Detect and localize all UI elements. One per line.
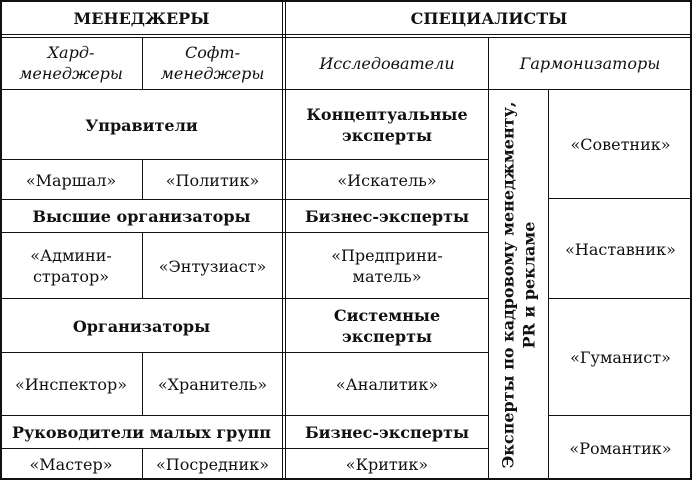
- role-keeper: «Хранитель»: [157, 375, 268, 394]
- role-mediator: «Посредник»: [155, 455, 269, 474]
- group-managers-3: Организаторы: [72, 316, 211, 336]
- role-analyst: «Аналитик»: [335, 375, 439, 394]
- managers-header: МЕНЕДЖЕРЫ: [73, 8, 210, 28]
- sub-div-right: [488, 37, 489, 90]
- vertical-line2: PR и рекламе: [519, 221, 539, 349]
- group-managers-1: Управители: [85, 115, 198, 135]
- group-specialists-4: Бизнес-эксперты: [304, 423, 470, 442]
- role-advisor: «Советник»: [570, 135, 671, 154]
- admin-line2: стратор»: [32, 267, 110, 286]
- right-line-2: [548, 298, 692, 299]
- group-specialists-3: [286, 299, 488, 353]
- role-marshal: «Маршал»: [25, 170, 117, 190]
- role-master: «Мастер»: [29, 455, 113, 474]
- vertical-text: [498, 102, 540, 469]
- row-line-7: [0, 448, 488, 449]
- divider-b: [285, 0, 286, 480]
- ent-line1: «Предприни-: [331, 246, 443, 265]
- role-romantic: «Романтик»: [569, 438, 672, 458]
- row-line-3: [0, 232, 488, 233]
- g1-line1: Концептуальные: [306, 105, 468, 124]
- g3-line2: эксперты: [341, 327, 433, 346]
- header-line-a: [0, 34, 692, 35]
- subheader-line: [0, 89, 692, 90]
- g3-line1: Системные: [333, 306, 441, 325]
- vert-col-left: [488, 89, 489, 480]
- harmonizers-label: Гармонизаторы: [519, 53, 661, 73]
- hard-line2: менеджеры: [19, 64, 123, 83]
- right-line-3: [548, 415, 692, 416]
- header-line-b: [0, 37, 692, 38]
- row-line-4: [0, 298, 488, 299]
- role-critic: «Критик»: [345, 455, 429, 474]
- left-div-3: [142, 352, 143, 416]
- sub-div-left: [142, 37, 143, 90]
- g1-line2: эксперты: [341, 126, 433, 145]
- left-div-2: [142, 232, 143, 299]
- soft-line1: Софт-: [185, 43, 240, 62]
- left-div-1: [142, 159, 143, 200]
- researchers-label: Исследователи: [319, 53, 455, 73]
- soft-managers-label: [142, 36, 283, 90]
- role-seeker: «Искатель»: [337, 170, 437, 190]
- row-line-1: [0, 159, 488, 160]
- role-administrator: [0, 233, 142, 299]
- vertical-group-label: [489, 90, 548, 480]
- role-entrepreneur: [286, 233, 488, 299]
- left-div-4: [142, 448, 143, 480]
- group-managers-2: Высшие организаторы: [32, 207, 251, 226]
- row-line-6: [0, 415, 488, 416]
- role-humanist: «Гуманист»: [570, 348, 671, 367]
- row-line-5: [0, 352, 488, 353]
- row-line-2: [0, 199, 488, 200]
- ent-line2: матель»: [352, 267, 422, 286]
- role-inspector: «Инспектор»: [14, 375, 127, 394]
- role-politician: «Политик»: [165, 170, 260, 190]
- vertical-line1: Эксперты по кадровому менеджменту,: [498, 101, 518, 469]
- right-line-1: [548, 198, 692, 199]
- admin-line1: «Админи-: [30, 246, 112, 265]
- divider-a: [282, 0, 283, 480]
- border-left: [0, 0, 2, 480]
- role-mentor: «Наставник»: [565, 239, 676, 259]
- hard-managers-label: [0, 36, 142, 90]
- group-specialists-2: Бизнес-эксперты: [304, 207, 470, 226]
- group-managers-4: Руководители малых групп: [12, 423, 271, 442]
- role-enthusiast: «Энтузиаст»: [158, 256, 267, 276]
- border-top: [0, 0, 692, 2]
- specialists-header: СПЕЦИАЛИСТЫ: [410, 8, 568, 28]
- hard-line1: Хард-: [47, 43, 95, 62]
- vert-col-right: [548, 89, 549, 480]
- soft-line2: менеджеры: [160, 64, 265, 83]
- group-specialists-1: [286, 90, 488, 160]
